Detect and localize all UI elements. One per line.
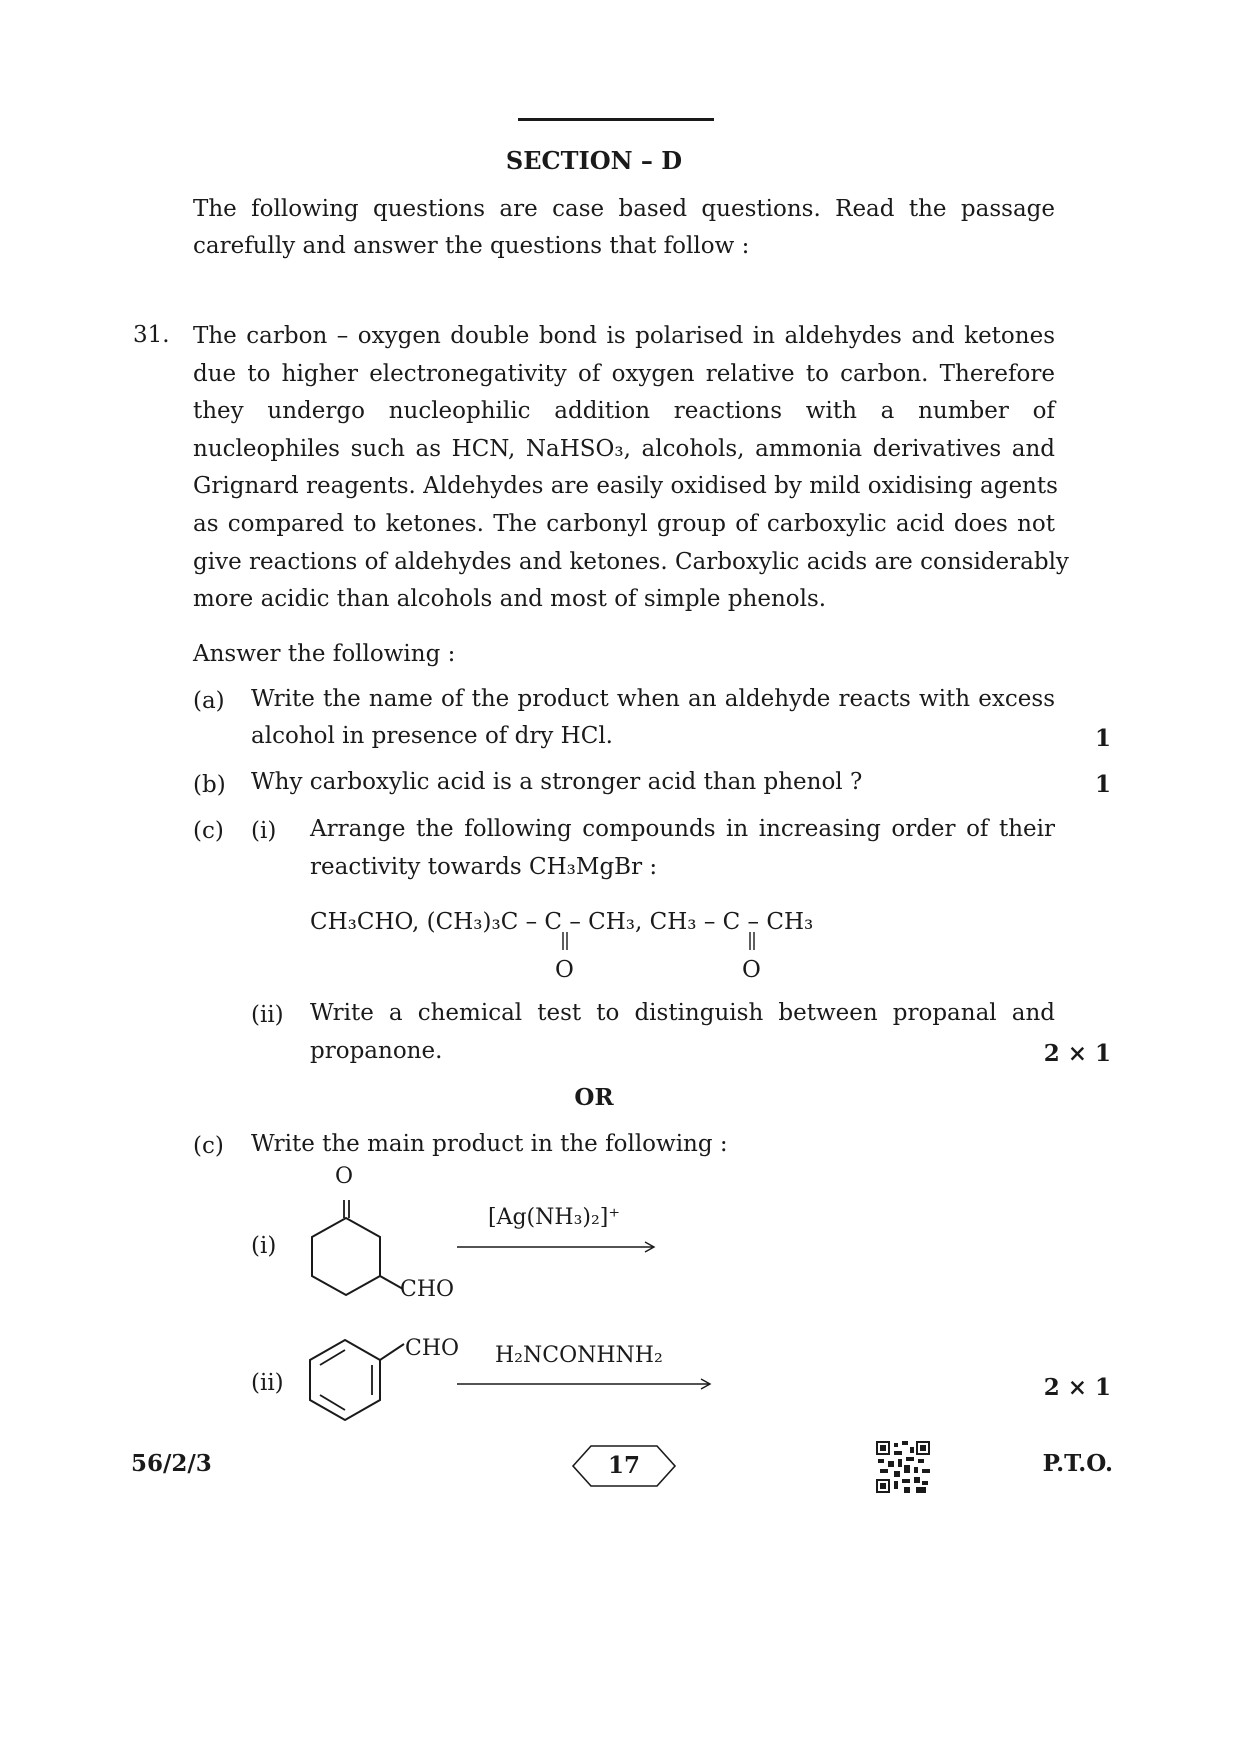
part-a-line-1: Write the name of the product when an aldehyde reacts with excess <box>251 686 1055 712</box>
part-b-text: Why carboxylic acid is a stronger acid than phenol ? <box>251 769 863 795</box>
part-c-i-line-2: reactivity towards CH₃MgBr : <box>310 854 658 880</box>
passage-line: due to higher electronegativity of oxygen relative to carbon. Therefore <box>193 360 1055 387</box>
ketone-oxygen: O <box>335 1164 354 1189</box>
section-title: SECTION – D <box>505 146 683 175</box>
part-b-marks: 1 <box>1094 771 1111 798</box>
part-c-ii-line-1: Write a chemical test to distinguish between propanal and <box>310 1000 1055 1026</box>
part-c-label: (c) <box>193 818 224 844</box>
please-turn-over: P.T.O. <box>1042 1450 1113 1477</box>
benzene-ring-icon <box>300 1330 410 1430</box>
part-c-i-line-1: Arrange the following compounds in increasing order of their <box>310 816 1055 842</box>
passage-line: as compared to ketones. The carbonyl group of carboxylic acid does not <box>193 510 1055 537</box>
part-a-label: (a) <box>193 688 225 714</box>
part-c-ii-label: (ii) <box>251 1002 284 1028</box>
section-intro-line-1: The following questions are case based questions. Read the passage <box>193 196 1055 222</box>
or-divider: OR <box>574 1084 614 1111</box>
qr-code-icon <box>876 1441 930 1493</box>
question-number: 31. <box>133 322 170 348</box>
section-intro-line-2: carefully and answer the questions that follow : <box>193 233 750 259</box>
carbonyl-oxygen-1: O <box>555 957 574 983</box>
passage-line: give reactions of aldehydes and ketones. Carboxylic acids are considerably <box>193 548 1069 575</box>
reagent-tollens: [Ag(NH₃)₂]⁺ <box>488 1205 620 1230</box>
cho-group-1: CHO <box>400 1277 455 1302</box>
passage-line: Grignard reagents. Aldehydes are easily oxidised by mild oxidising agents <box>193 473 1058 500</box>
part-b-label: (b) <box>193 772 226 798</box>
compounds-list: CH₃CHO, (CH₃)₃C – C – CH₃, CH₃ – C – CH₃ <box>310 909 814 935</box>
double-bond-2 <box>742 930 762 952</box>
top-rule <box>518 118 714 121</box>
alt-c-text: Write the main product in the following : <box>251 1131 728 1157</box>
part-c-marks: 2 × 1 <box>1043 1040 1111 1067</box>
alt-c-ii-label: (ii) <box>251 1370 284 1396</box>
carbonyl-oxygen-2: O <box>742 957 761 983</box>
answer-prompt: Answer the following : <box>193 641 456 667</box>
paper-code: 56/2/3 <box>131 1450 212 1477</box>
alt-c-marks: 2 × 1 <box>1043 1374 1111 1401</box>
alt-c-label: (c) <box>193 1133 224 1159</box>
reaction-arrow-icon <box>455 1377 715 1391</box>
double-bond-1 <box>555 930 575 952</box>
reaction-arrow-icon <box>455 1240 660 1254</box>
part-c-i-label: (i) <box>251 818 277 844</box>
passage-line: The carbon – oxygen double bond is polarised in aldehydes and ketones <box>193 323 1055 349</box>
passage-line: nucleophiles such as HCN, NaHSO₃, alcohols, ammonia derivatives and <box>193 435 1055 462</box>
part-a-line-2: alcohol in presence of dry HCl. <box>251 723 613 749</box>
part-a-marks: 1 <box>1094 725 1111 752</box>
part-c-ii-line-2: propanone. <box>310 1038 443 1064</box>
cho-group-2: CHO <box>405 1336 460 1361</box>
passage <box>193 318 1069 619</box>
reagent-semicarbazide: H₂NCONHNH₂ <box>495 1343 663 1368</box>
page-number: 17 <box>607 1452 640 1479</box>
passage-line: they undergo nucleophilic addition reactions with a number of <box>193 398 1055 425</box>
alt-c-i-label: (i) <box>251 1233 277 1259</box>
cyclohexanone-structure-icon <box>300 1172 410 1302</box>
passage-line: more acidic than alcohols and most of simple phenols. <box>193 586 827 613</box>
